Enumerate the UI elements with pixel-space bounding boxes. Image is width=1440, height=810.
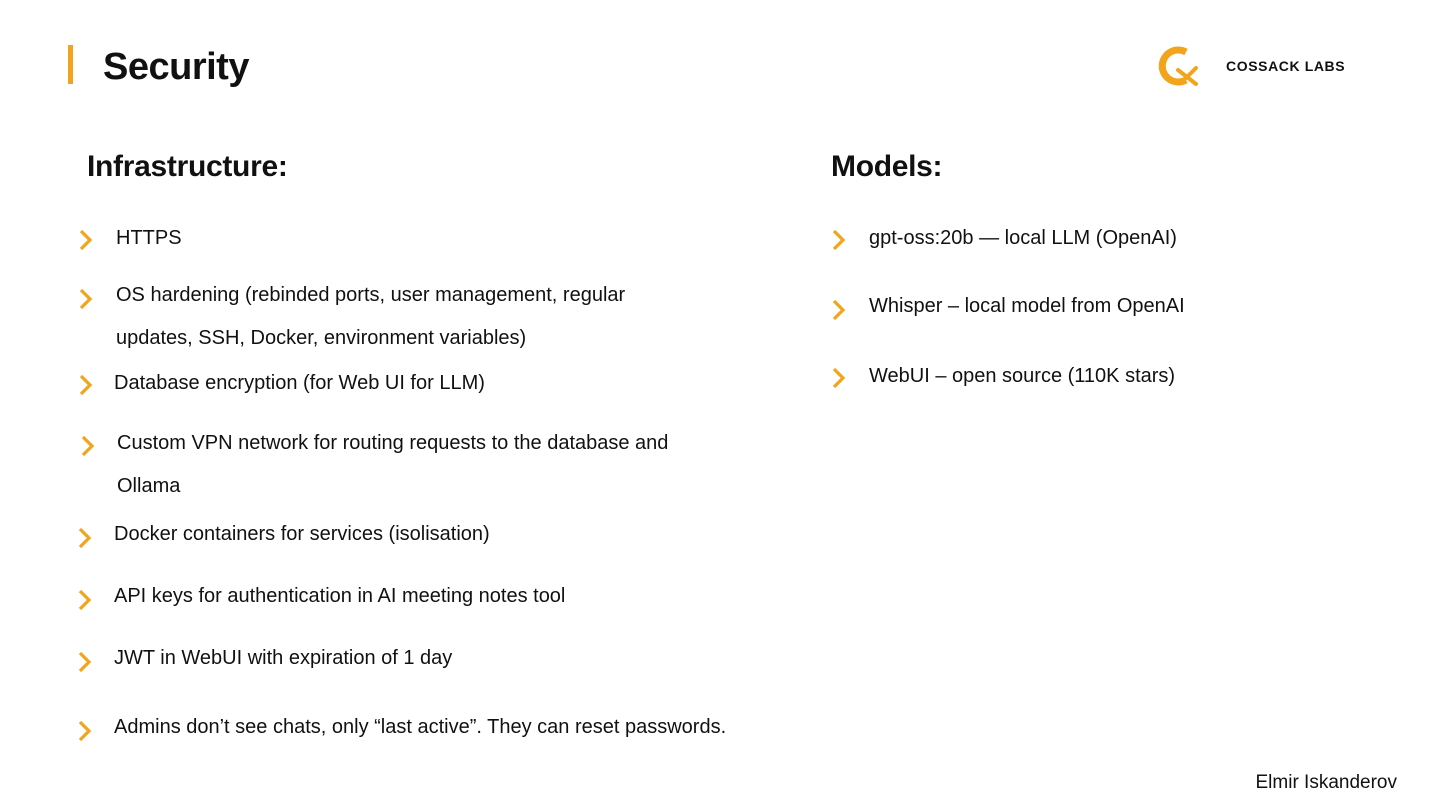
models-item-2: Whisper – local model from OpenAI: [869, 295, 1185, 317]
brand-name: COSSACK LABS: [1226, 58, 1346, 74]
chevron-right-icon: [78, 589, 92, 611]
footer-author: Elmir Iskanderov: [1255, 772, 1397, 793]
chevron-right-icon: [78, 527, 92, 549]
chevron-right-icon: [79, 288, 93, 310]
infra-item-5: Docker containers for services (isolisation): [114, 523, 490, 545]
title-accent-bar: [68, 45, 73, 84]
infra-item-7: JWT in WebUI with expiration of 1 day: [114, 647, 453, 669]
chevron-right-icon: [832, 367, 846, 389]
chevron-right-icon: [79, 229, 93, 251]
infra-item-6: API keys for authentication in AI meeting notes tool: [114, 585, 566, 607]
models-item-3: WebUI – open source (110K stars): [869, 365, 1176, 387]
cossack-labs-logo-icon: [1156, 44, 1202, 88]
models-heading: Models:: [831, 150, 943, 183]
infra-item-4: Custom VPN network for routing requests to the database and Ollama: [117, 432, 669, 497]
infra-item-1: HTTPS: [116, 227, 182, 249]
chevron-right-icon: [832, 299, 846, 321]
chevron-right-icon: [78, 651, 92, 673]
brand-logo: [1156, 44, 1345, 88]
models-item-1: gpt-oss:20b — local LLM (OpenAI): [869, 227, 1177, 249]
infrastructure-heading: Infrastructure:: [87, 150, 288, 183]
chevron-right-icon: [81, 435, 95, 457]
infra-item-3: Database encryption (for Web UI for LLM): [114, 372, 485, 394]
chevron-right-icon: [78, 720, 92, 742]
chevron-right-icon: [79, 374, 93, 396]
slide-title: Security: [103, 46, 249, 88]
chevron-right-icon: [832, 229, 846, 251]
infra-item-8: Admins don’t see chats, only “last active”. They can reset passwords.: [114, 716, 727, 738]
infra-item-2: OS hardening (rebinded ports, user management, regular updates, SSH, Docker, environment variables): [116, 284, 626, 349]
